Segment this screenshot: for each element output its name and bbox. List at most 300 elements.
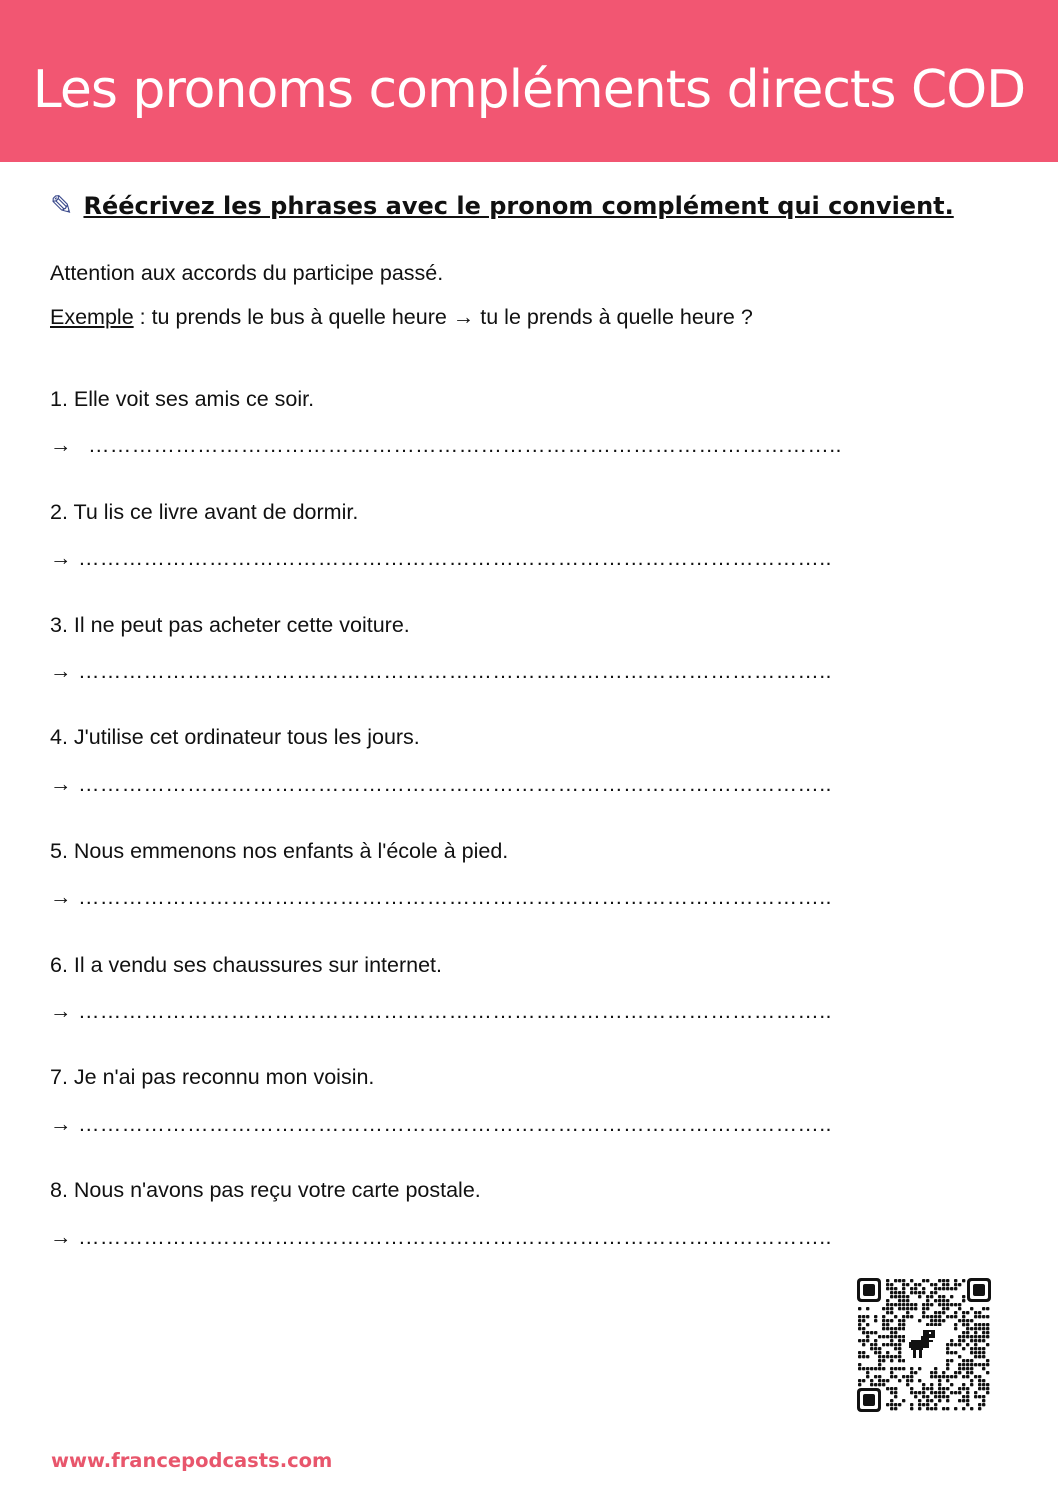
qr-module bbox=[902, 1307, 905, 1310]
qr-module bbox=[894, 1315, 897, 1318]
qr-module bbox=[890, 1387, 893, 1390]
qr-module bbox=[946, 1347, 949, 1350]
qr-module bbox=[886, 1355, 889, 1358]
question-2: 2. Tu lis ce livre avant de dormir. bbox=[50, 500, 359, 524]
qr-module bbox=[886, 1379, 889, 1382]
qr-module bbox=[986, 1315, 989, 1318]
qr-module bbox=[946, 1279, 949, 1282]
qr-module bbox=[942, 1307, 945, 1310]
qr-module bbox=[966, 1319, 969, 1322]
qr-module bbox=[930, 1323, 933, 1326]
qr-module bbox=[922, 1303, 925, 1306]
qr-module bbox=[966, 1323, 969, 1326]
qr-module bbox=[974, 1391, 977, 1394]
qr-module bbox=[926, 1295, 929, 1298]
qr-module bbox=[954, 1375, 957, 1378]
qr-module bbox=[874, 1347, 877, 1350]
qr-module bbox=[986, 1359, 989, 1362]
qr-module bbox=[946, 1343, 949, 1346]
qr-module bbox=[962, 1311, 965, 1314]
arrow-icon: → bbox=[50, 772, 72, 796]
qr-module bbox=[886, 1279, 889, 1282]
qr-module bbox=[874, 1331, 877, 1334]
qr-module bbox=[894, 1387, 897, 1390]
qr-module bbox=[918, 1283, 921, 1286]
qr-module bbox=[866, 1307, 869, 1310]
qr-module bbox=[862, 1367, 865, 1370]
qr-module bbox=[938, 1303, 941, 1306]
qr-module bbox=[934, 1375, 937, 1378]
qr-module bbox=[966, 1375, 969, 1378]
qr-module bbox=[954, 1407, 957, 1410]
qr-module bbox=[946, 1307, 949, 1310]
qr-module bbox=[934, 1299, 937, 1302]
qr-module bbox=[958, 1335, 961, 1338]
qr-module bbox=[942, 1299, 945, 1302]
qr-module bbox=[978, 1323, 981, 1326]
qr-module bbox=[962, 1363, 965, 1366]
qr-module bbox=[970, 1367, 973, 1370]
qr-module bbox=[942, 1279, 945, 1282]
qr-module bbox=[982, 1351, 985, 1354]
qr-module bbox=[962, 1367, 965, 1370]
qr-module bbox=[898, 1327, 901, 1330]
qr-module bbox=[934, 1367, 937, 1370]
qr-module bbox=[878, 1351, 881, 1354]
qr-module bbox=[894, 1327, 897, 1330]
qr-module bbox=[902, 1339, 905, 1342]
qr-module bbox=[902, 1283, 905, 1286]
qr-module bbox=[978, 1347, 981, 1350]
qr-module bbox=[886, 1319, 889, 1322]
qr-module bbox=[930, 1407, 933, 1410]
qr-module bbox=[914, 1395, 917, 1398]
qr-module bbox=[934, 1323, 937, 1326]
qr-module bbox=[902, 1279, 905, 1282]
qr-module bbox=[906, 1379, 909, 1382]
qr-module bbox=[878, 1335, 881, 1338]
qr-module bbox=[982, 1383, 985, 1386]
qr-module bbox=[890, 1287, 893, 1290]
answer-blank: ………………………………………………………………………………………….. bbox=[78, 885, 832, 909]
qr-module bbox=[890, 1335, 893, 1338]
qr-module bbox=[866, 1371, 869, 1374]
qr-module bbox=[890, 1319, 893, 1322]
qr-module bbox=[902, 1287, 905, 1290]
qr-module bbox=[970, 1347, 973, 1350]
qr-module bbox=[966, 1391, 969, 1394]
qr-module bbox=[950, 1339, 953, 1342]
qr-module bbox=[878, 1359, 881, 1362]
arrow-icon: → bbox=[50, 999, 72, 1023]
qr-module bbox=[986, 1331, 989, 1334]
qr-module bbox=[958, 1307, 961, 1310]
qr-module bbox=[894, 1279, 897, 1282]
qr-module bbox=[954, 1303, 957, 1306]
qr-module bbox=[982, 1387, 985, 1390]
qr-module bbox=[898, 1323, 901, 1326]
qr-module bbox=[882, 1355, 885, 1358]
qr-module bbox=[874, 1319, 877, 1322]
qr-module bbox=[894, 1303, 897, 1306]
qr-module bbox=[914, 1391, 917, 1394]
qr-module bbox=[902, 1291, 905, 1294]
qr-module bbox=[926, 1299, 929, 1302]
answer-line-3[interactable] bbox=[50, 656, 955, 686]
qr-module bbox=[962, 1383, 965, 1386]
qr-module bbox=[938, 1319, 941, 1322]
answer-line-4[interactable] bbox=[50, 769, 955, 799]
qr-module bbox=[982, 1323, 985, 1326]
answer-line-6[interactable] bbox=[50, 996, 955, 1026]
qr-module bbox=[986, 1323, 989, 1326]
qr-module bbox=[886, 1335, 889, 1338]
qr-module bbox=[938, 1299, 941, 1302]
question-6: 6. Il a vendu ses chaussures sur internet. bbox=[50, 953, 442, 977]
qr-module bbox=[890, 1375, 893, 1378]
qr-module bbox=[950, 1391, 953, 1394]
qr-module bbox=[930, 1283, 933, 1286]
qr-module bbox=[938, 1399, 941, 1402]
qr-module bbox=[906, 1375, 909, 1378]
qr-module bbox=[958, 1303, 961, 1306]
qr-module bbox=[878, 1355, 881, 1358]
qr-module bbox=[982, 1335, 985, 1338]
qr-module bbox=[934, 1319, 937, 1322]
qr-finder-bottom-left bbox=[857, 1388, 881, 1412]
qr-module bbox=[974, 1363, 977, 1366]
qr-module bbox=[914, 1303, 917, 1306]
qr-module bbox=[966, 1343, 969, 1346]
qr-module bbox=[978, 1363, 981, 1366]
qr-module bbox=[954, 1279, 957, 1282]
qr-module bbox=[914, 1283, 917, 1286]
qr-module bbox=[922, 1279, 925, 1282]
qr-module bbox=[970, 1335, 973, 1338]
qr-module bbox=[930, 1291, 933, 1294]
qr-module bbox=[874, 1339, 877, 1342]
qr-module bbox=[926, 1303, 929, 1306]
qr-module bbox=[910, 1403, 913, 1406]
qr-module bbox=[894, 1367, 897, 1370]
qr-module bbox=[946, 1367, 949, 1370]
qr-module bbox=[946, 1375, 949, 1378]
qr-module bbox=[870, 1343, 873, 1346]
qr-module bbox=[930, 1375, 933, 1378]
qr-module bbox=[930, 1303, 933, 1306]
qr-module bbox=[926, 1395, 929, 1398]
qr-finder-top-right bbox=[967, 1278, 991, 1302]
qr-module bbox=[902, 1315, 905, 1318]
qr-module bbox=[878, 1367, 881, 1370]
qr-module bbox=[942, 1311, 945, 1314]
arrow-icon: → bbox=[50, 1112, 72, 1136]
qr-module bbox=[962, 1339, 965, 1342]
qr-module bbox=[858, 1307, 861, 1310]
qr-module bbox=[890, 1371, 893, 1374]
qr-module bbox=[958, 1367, 961, 1370]
qr-module bbox=[862, 1327, 865, 1330]
qr-module bbox=[898, 1279, 901, 1282]
qr-module bbox=[946, 1303, 949, 1306]
answer-blank: ………………………………………………………………………………………….. bbox=[78, 659, 832, 683]
qr-module bbox=[966, 1387, 969, 1390]
qr-module bbox=[910, 1287, 913, 1290]
qr-module bbox=[982, 1315, 985, 1318]
qr-module bbox=[862, 1339, 865, 1342]
qr-module bbox=[910, 1367, 913, 1370]
qr-module bbox=[886, 1387, 889, 1390]
qr-module bbox=[962, 1399, 965, 1402]
qr-module bbox=[878, 1347, 881, 1350]
qr-module bbox=[942, 1319, 945, 1322]
qr-module bbox=[886, 1351, 889, 1354]
qr-module bbox=[958, 1283, 961, 1286]
qr-module bbox=[890, 1407, 893, 1410]
qr-module bbox=[906, 1307, 909, 1310]
answer-line-1[interactable] bbox=[50, 430, 955, 460]
qr-module bbox=[922, 1391, 925, 1394]
qr-module bbox=[866, 1339, 869, 1342]
qr-module bbox=[926, 1307, 929, 1310]
qr-module bbox=[970, 1307, 973, 1310]
qr-module bbox=[982, 1363, 985, 1366]
qr-module bbox=[890, 1391, 893, 1394]
qr-module bbox=[946, 1351, 949, 1354]
qr-module bbox=[946, 1399, 949, 1402]
qr-module bbox=[950, 1383, 953, 1386]
qr-module bbox=[918, 1407, 921, 1410]
qr-module bbox=[858, 1319, 861, 1322]
qr-module bbox=[898, 1347, 901, 1350]
answer-blank: ………………………………………………………………………………………….. bbox=[78, 772, 832, 796]
qr-module bbox=[946, 1283, 949, 1286]
qr-module bbox=[958, 1355, 961, 1358]
qr-module bbox=[950, 1359, 953, 1362]
qr-module bbox=[954, 1315, 957, 1318]
qr-module bbox=[942, 1303, 945, 1306]
qr-module bbox=[930, 1387, 933, 1390]
qr-module bbox=[918, 1319, 921, 1322]
qr-module bbox=[894, 1335, 897, 1338]
arrow-icon: → bbox=[50, 659, 72, 683]
qr-module bbox=[966, 1359, 969, 1362]
qr-module bbox=[966, 1335, 969, 1338]
qr-module bbox=[910, 1291, 913, 1294]
qr-module bbox=[902, 1359, 905, 1362]
page-title: Les pronoms compléments directs COD bbox=[32, 60, 1026, 120]
qr-module bbox=[938, 1295, 941, 1298]
qr-module bbox=[962, 1359, 965, 1362]
qr-module bbox=[978, 1339, 981, 1342]
qr-module bbox=[902, 1295, 905, 1298]
qr-module bbox=[962, 1323, 965, 1326]
qr-module bbox=[858, 1367, 861, 1370]
qr-module bbox=[882, 1323, 885, 1326]
qr-module bbox=[866, 1355, 869, 1358]
qr-module bbox=[894, 1295, 897, 1298]
qr-module bbox=[986, 1335, 989, 1338]
qr-module bbox=[958, 1339, 961, 1342]
qr-module bbox=[958, 1371, 961, 1374]
qr-module bbox=[858, 1339, 861, 1342]
qr-module bbox=[962, 1375, 965, 1378]
qr-module bbox=[898, 1291, 901, 1294]
qr-module bbox=[966, 1395, 969, 1398]
qr-module bbox=[918, 1399, 921, 1402]
qr-module bbox=[938, 1311, 941, 1314]
qr-module bbox=[882, 1343, 885, 1346]
qr-module bbox=[926, 1323, 929, 1326]
answer-line-5[interactable] bbox=[50, 882, 955, 912]
qr-module bbox=[910, 1391, 913, 1394]
qr-module bbox=[934, 1395, 937, 1398]
qr-module bbox=[946, 1315, 949, 1318]
qr-module bbox=[926, 1407, 929, 1410]
qr-module bbox=[942, 1407, 945, 1410]
question-1: 1. Elle voit ses amis ce soir. bbox=[50, 387, 315, 411]
qr-module bbox=[922, 1307, 925, 1310]
qr-module bbox=[886, 1403, 889, 1406]
qr-module bbox=[874, 1351, 877, 1354]
qr-module bbox=[942, 1287, 945, 1290]
qr-module bbox=[962, 1407, 965, 1410]
qr-module bbox=[950, 1287, 953, 1290]
qr-module bbox=[910, 1371, 913, 1374]
qr-module bbox=[866, 1331, 869, 1334]
qr-module bbox=[974, 1311, 977, 1314]
qr-module bbox=[898, 1367, 901, 1370]
qr-module bbox=[890, 1343, 893, 1346]
qr-module bbox=[874, 1383, 877, 1386]
qr-module bbox=[910, 1279, 913, 1282]
qr-module bbox=[954, 1283, 957, 1286]
qr-module bbox=[966, 1371, 969, 1374]
qr-module bbox=[938, 1279, 941, 1282]
qr-module bbox=[866, 1375, 869, 1378]
qr-module bbox=[918, 1379, 921, 1382]
footer-url[interactable]: www.francepodcasts.com bbox=[51, 1449, 333, 1472]
qr-module bbox=[930, 1371, 933, 1374]
qr-module bbox=[874, 1375, 877, 1378]
qr-module bbox=[878, 1379, 881, 1382]
qr-module bbox=[946, 1287, 949, 1290]
qr-module bbox=[906, 1299, 909, 1302]
qr-module bbox=[986, 1387, 989, 1390]
qr-module bbox=[922, 1311, 925, 1314]
qr-module bbox=[970, 1351, 973, 1354]
qr-module bbox=[870, 1379, 873, 1382]
arrow-icon: → bbox=[50, 546, 72, 570]
qr-module bbox=[982, 1307, 985, 1310]
qr-module bbox=[978, 1407, 981, 1410]
qr-module bbox=[930, 1319, 933, 1322]
qr-module bbox=[890, 1283, 893, 1286]
example-label: Exemple bbox=[50, 305, 134, 329]
qr-module bbox=[894, 1375, 897, 1378]
qr-module bbox=[986, 1307, 989, 1310]
qr-module bbox=[958, 1399, 961, 1402]
qr-module bbox=[874, 1343, 877, 1346]
qr-module bbox=[974, 1323, 977, 1326]
qr-module bbox=[890, 1303, 893, 1306]
qr-module bbox=[882, 1335, 885, 1338]
qr-module bbox=[898, 1355, 901, 1358]
qr-module bbox=[902, 1323, 905, 1326]
qr-module bbox=[974, 1315, 977, 1318]
note-text: Attention aux accords du participe passé. bbox=[50, 261, 444, 285]
qr-module bbox=[894, 1407, 897, 1410]
qr-module bbox=[894, 1355, 897, 1358]
qr-module bbox=[982, 1399, 985, 1402]
qr-module bbox=[894, 1331, 897, 1334]
qr-module bbox=[906, 1303, 909, 1306]
qr-module bbox=[950, 1351, 953, 1354]
qr-module bbox=[898, 1351, 901, 1354]
qr-module bbox=[886, 1283, 889, 1286]
qr-module bbox=[978, 1383, 981, 1386]
qr-module bbox=[934, 1371, 937, 1374]
answer-line-8[interactable] bbox=[50, 1222, 955, 1252]
qr-module bbox=[882, 1327, 885, 1330]
qr-module bbox=[918, 1403, 921, 1406]
example-text: : tu prends le bus à quelle heure → tu le prends à quelle heure ? bbox=[133, 305, 753, 329]
qr-module bbox=[858, 1379, 861, 1382]
qr-module bbox=[898, 1359, 901, 1362]
title-banner bbox=[0, 0, 1058, 162]
qr-module bbox=[862, 1355, 865, 1358]
qr-module bbox=[862, 1351, 865, 1354]
qr-module bbox=[942, 1375, 945, 1378]
qr-module bbox=[978, 1335, 981, 1338]
qr-module bbox=[922, 1291, 925, 1294]
qr-module bbox=[858, 1355, 861, 1358]
qr-module bbox=[958, 1363, 961, 1366]
qr-module bbox=[946, 1299, 949, 1302]
qr-module bbox=[978, 1387, 981, 1390]
qr-module bbox=[858, 1363, 861, 1366]
qr-module bbox=[878, 1383, 881, 1386]
qr-module bbox=[898, 1307, 901, 1310]
qr-module bbox=[862, 1315, 865, 1318]
qr-module bbox=[954, 1371, 957, 1374]
qr-module bbox=[886, 1307, 889, 1310]
qr-module bbox=[962, 1295, 965, 1298]
qr-module bbox=[962, 1315, 965, 1318]
qr-module bbox=[890, 1339, 893, 1342]
qr-module bbox=[886, 1323, 889, 1326]
qr-module bbox=[934, 1391, 937, 1394]
qr-module bbox=[950, 1295, 953, 1298]
qr-module bbox=[902, 1327, 905, 1330]
answer-line-2[interactable] bbox=[50, 543, 955, 573]
answer-blank: ………………………………………………………………………………………….. bbox=[78, 1112, 832, 1136]
qr-module bbox=[862, 1343, 865, 1346]
qr-module bbox=[890, 1399, 893, 1402]
qr-module bbox=[894, 1291, 897, 1294]
qr-module bbox=[962, 1387, 965, 1390]
qr-module bbox=[870, 1347, 873, 1350]
qr-module bbox=[934, 1311, 937, 1314]
qr-module bbox=[902, 1303, 905, 1306]
qr-module bbox=[910, 1379, 913, 1382]
qr-module bbox=[906, 1383, 909, 1386]
qr-module bbox=[890, 1331, 893, 1334]
qr-code[interactable] bbox=[855, 1276, 993, 1414]
answer-line-7[interactable] bbox=[50, 1109, 955, 1139]
qr-module bbox=[926, 1399, 929, 1402]
question-7: 7. Je n'ai pas reconnu mon voisin. bbox=[50, 1065, 375, 1089]
